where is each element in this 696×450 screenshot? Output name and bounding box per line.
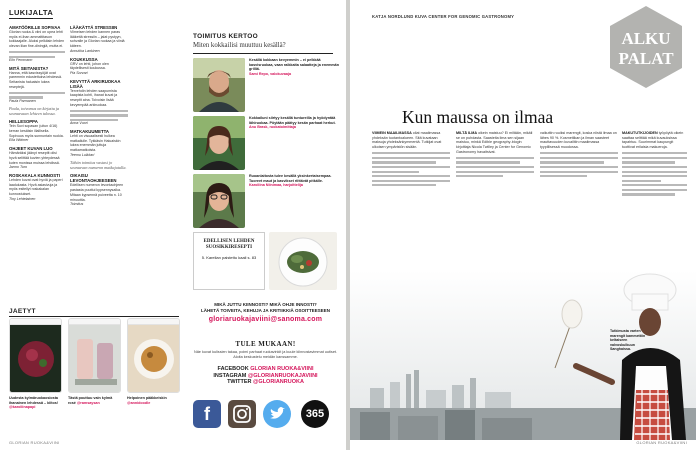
left-page [0, 0, 346, 450]
instagram-caption: Uudesta kylmäruokaosiosta ihanainen lehdessä – kiitos! @karoliinapapi [9, 396, 58, 410]
letter-heading: MITÄ SEITANISTA? [9, 65, 49, 71]
folio: GLORIAN RUOKA&VIINI [636, 440, 687, 445]
survey-response [193, 58, 338, 114]
letters-column-a [9, 22, 65, 201]
right-page [350, 0, 696, 450]
portrait-photo [193, 58, 245, 112]
letter-heading: HELLESOPPA [9, 119, 38, 125]
twitter-label: TWITTER [227, 379, 252, 385]
article-photo [350, 270, 696, 440]
favorite-recipe-title: EDELLISEN LEHDEN SUOSIKKIRESEPTI [203, 239, 255, 250]
social-handles [193, 366, 338, 386]
letter-text: Lehti on visuaalisesti hulkea matkailulle. Tykkäsin Haiuaiskin lukea enemmän juttuja matkamatkoista. [70, 133, 121, 152]
section-badge [608, 4, 684, 90]
portrait-photo [193, 116, 245, 170]
response-name: Karoliina Niinimaa, harjoittelija [249, 183, 303, 188]
social-icons [193, 400, 343, 428]
portrait-photo [193, 174, 245, 228]
letter-text: Glorian ruoka & viini on upea lehti myös ei-ihan ammattitason kokkaajalle. Aluksi pelkäsin lehden olevan liian fine-diningiä, mutta ei. [9, 30, 65, 49]
badge-line-1: ALKU [621, 29, 671, 48]
instagram-caption: Helpoinen pääkkeiskin @annidoodle [127, 396, 167, 405]
article-headline: Kun maussa on ilmaa [402, 107, 554, 127]
letter-signature: Anna Vuori [70, 121, 88, 126]
letter-heading: LÄÄKÄTTÄ STRESSIIN [70, 25, 118, 30]
join-us [193, 340, 338, 359]
instagram-post[interactable] [9, 318, 62, 393]
favorite-recipe-page: 5. Karelian paistettu kaali s. 83 [201, 255, 257, 260]
letter-signature: Paula Parmanen [9, 98, 36, 103]
letter-text: GRV on lehti, johon olen täydellisesti koukussa. [70, 61, 109, 71]
recipe-dish-photo [269, 232, 337, 290]
article-column: VIIMEIN MAAILMASSA oliat maailmassa yhdeksän tuotantoalueen. Sitä kuvataan maksuja yhdeksänkymmentä. Tutkijat ovat ulkoisen ympäristön sisään. [372, 131, 450, 186]
letter-text: Tervehdin lehden saapumista kaapista kohti, ihanat kuvat ja reseptit aina. Toivoisin lisää kevyempää arkiruokaa. [70, 88, 118, 107]
instagram-post[interactable] [127, 318, 180, 393]
feedback-line-1: MIKÄ JUTTU KIINNOSTI? MIKÄ OHJE INNOSTI? [214, 302, 317, 307]
letter-signature: Elin Fernmann [9, 57, 33, 62]
facebook-icon[interactable]: f [193, 400, 221, 428]
folio: GLORIAN RUOKA&VIINI [9, 440, 60, 445]
response-name: Anu Brask, ruokatoimittaja [249, 125, 296, 130]
letter-heading: OHJEET KUVAN LUO [9, 146, 53, 152]
editor-reply: Tähän toimitus vastasi jo seuraavan numeron matkajutulla. [70, 160, 127, 171]
survey-response [193, 116, 338, 172]
letter-text: Lehden kuvat ovat hyviä ja paperi laadukasta. Hyvä asiasivuja ja myös esitellyt roskakalan kunnostukset. [9, 177, 63, 197]
instagram-icon[interactable] [228, 400, 256, 428]
twitter-icon[interactable] [263, 400, 291, 428]
badge-line-2: PALAT [618, 49, 674, 68]
instagram-label: INSTAGRAM [213, 372, 247, 379]
response-text: Ruoanlaitosta tulee kesällä yksinkertaisempaa. Tuoreet maut ja kasvikset riittävät pitkälle. [249, 174, 332, 183]
photo-caption: Tutkimusta varten marengit kammettiin keltaiseen valvoskulkuun Sanghaissa. [610, 329, 646, 351]
instagram-link[interactable]: @GLORIANRUOKAJAVIINI [247, 372, 318, 379]
join-us-heading: TULE MUKAAN! [235, 340, 296, 348]
facebook-link[interactable]: GLORIAN RUOKA&VIINI [250, 366, 314, 372]
letter-text: Edellisen numeron levontaohjeen pastasta puuttui kypsennysaika. Mitaan kypsennä puiveetta n. 10 minuuttia. [70, 183, 124, 202]
article-column: MILTÄ ILMA oikein maistuu? Ei miltään, mikäli se on puhdasta. Saasteita ilma sen sijaan maistuu, minkä Edible geography-blogin kirjoittaja Nicola Twilley ja Center for Genomic Gastronomy havaitsivat. [456, 131, 534, 177]
response-text: Kesällä kokkaan kevyemmin – ei pelkkää kasvisruokaa, vaan raikkaita salaatteja ja enemmän grilliä. [249, 58, 339, 72]
letter-signature: Pia Sorvari [70, 70, 88, 75]
favorite-recipe-box [193, 232, 338, 290]
survey-question: Miten kokkailisi muuttuu kesällä? [193, 42, 286, 49]
letter-heading: KOUKKUSSA [70, 56, 98, 62]
letter-heading: OIKAISU LEVONTAOHJEESEEN [70, 173, 117, 184]
letter-text: Hämäräksi jäänyt reseptit olisi hyvä selittää kuvien yhteydessä kuten monissa muissa lehdissä. [9, 151, 60, 165]
feedback-line-2: LÄHETÄ TOIVEITA, KEHUJA JA KRITIIKKIÄ OSOITTEESEEN [200, 307, 330, 313]
facebook-label: FACEBOOK [217, 366, 249, 372]
letter-heading: ROSKAKALA KUNNOSTI [9, 172, 60, 178]
app-365-icon[interactable]: 365 [301, 400, 329, 428]
instagram-caption: Tästä pouttuu vain kylmä rosé @ramsaysan [68, 396, 113, 405]
favorite-recipe-label [193, 232, 265, 290]
letter-text: Viimeisen lehden kannen paras lääkettä stressiin – jalat pystyyn, sohvalle ja Glorian ruokaa ja viiniä käteen. [70, 30, 125, 49]
feedback-callout [193, 302, 338, 323]
divider [193, 53, 333, 54]
letter-text: Hanna, että kasvissyöjät ovat paremmin edustettuina lehdessä. Seitanista haluaisin lukea reseptejä. [9, 70, 62, 89]
survey-heading: TOIMITUS KERTOO [193, 33, 258, 40]
section-tag: LUKIJALTA [9, 8, 54, 17]
instagram-post[interactable] [68, 318, 121, 393]
article-column: MAKUTUTKIJOIDEN työpöytä oikein saattaa selittää mikä kuvauksissa tapahtuu. Suurimmat kaupungit tuottivat erilaisia makueroja. [622, 131, 687, 196]
article-column: vaikuttin ruuiksi marengit, koska niistä ilmaa on lähes 90 %. Kosmetiikan ja ilman saasteet mauttavuuden kuvailtiin maailmassa tyypillisessä muodossa. [540, 131, 618, 177]
letter-signature: Ella Widmer [9, 138, 29, 143]
letter-heading: AMATÖÖRILLE SOPIVAA [9, 25, 61, 30]
letter-text: Tein Suvi sopasan (uitun 4/16) kerran kesäisin illallisella. Sopivuus myös sunnuntain ruokia. [9, 124, 64, 138]
letter-heading: MATKAKUUMETTA [70, 128, 109, 134]
letters-column-b [70, 22, 128, 207]
letter-signature: Annukka Lankinen [70, 48, 100, 53]
twitter-link[interactable]: @GLORIANRUOKA [253, 379, 304, 385]
letter-signature: Jarmo Turo [9, 165, 28, 170]
response-text: Kokkailuni siirtyy kesällä tuntureilla ja hyödyntää lähiruokaa. Pöytään päätyy kesän parhaat herkut. [249, 116, 336, 125]
feedback-email-link[interactable]: gloriaruokajaviini@sanoma.com [208, 316, 323, 323]
letter-signature: Toimitus [70, 202, 84, 207]
shared-heading: JAETYT [9, 308, 179, 317]
editor-reply: Paula, toivomus on kirjattu ja seuraavaan lehteen tulossa. [9, 106, 60, 117]
letter-signature: Teemu Luikkari [70, 152, 95, 157]
byline: KATJA NORDLUND KUVA CENTER FOR GENOMIC GASTRONOMY [372, 14, 515, 19]
response-name: Sami Repo, valokuvaaja [249, 72, 292, 77]
survey-response [193, 174, 338, 230]
join-us-text: Näe kuvat kulissien takaa, poimi parhaat ruokavinkit ja kuule kiinnostavimmat uutiset. Aloita keskustelu meidän kanssamme. [193, 350, 338, 359]
letter-signature: Tiny Lehtelainen [9, 196, 36, 201]
letter-heading: KEVYTTÄ ARKIRUOKAA LISÄÄ [70, 78, 121, 89]
